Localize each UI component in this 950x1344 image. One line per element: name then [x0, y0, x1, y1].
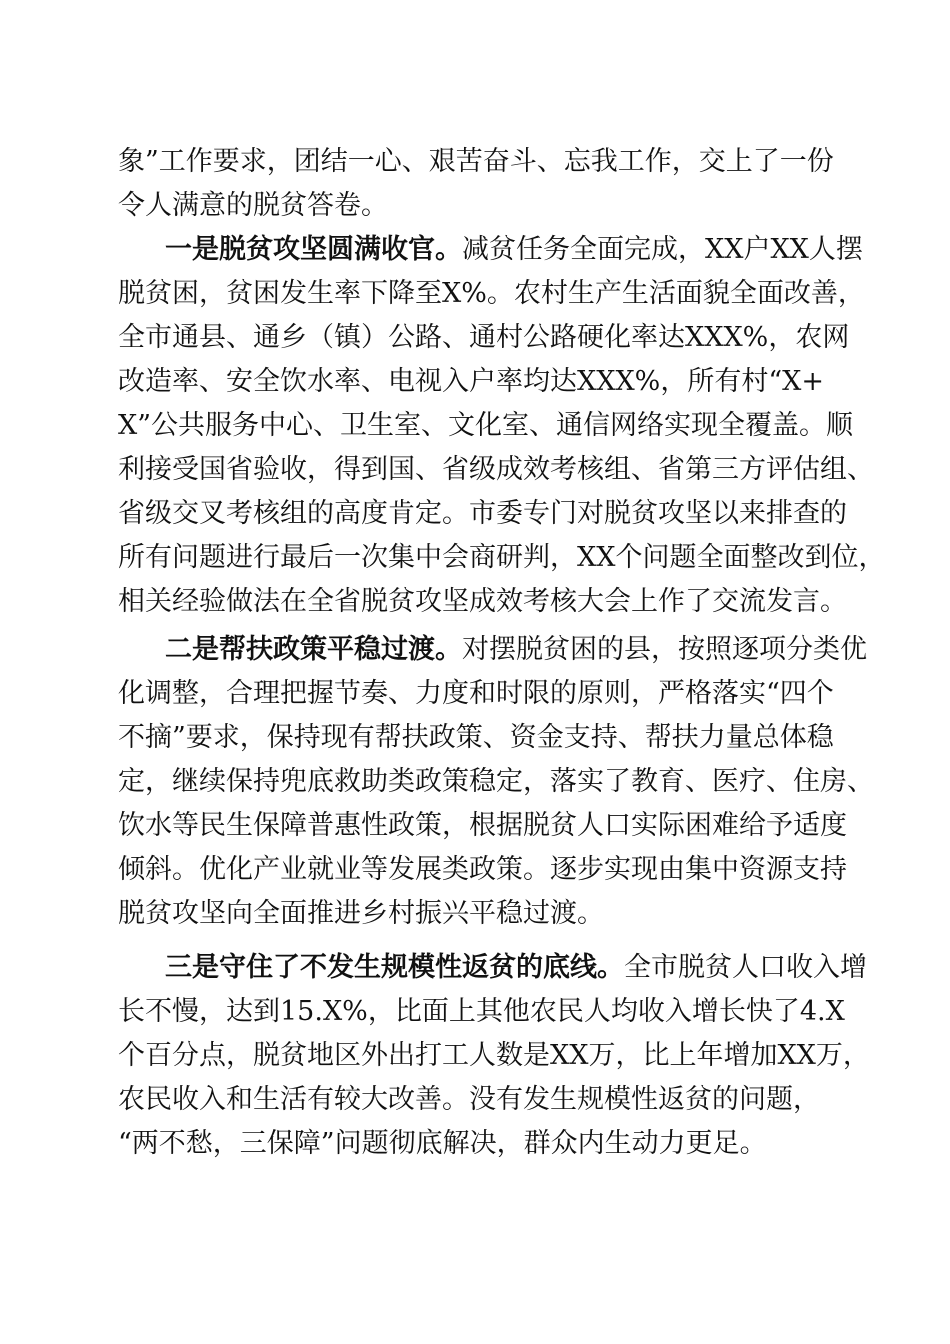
- section2-line: 不摘”要求，保持现有帮扶政策、资金支持、帮扶力量总体稳: [118, 722, 834, 753]
- section3-line: 农民收入和生活有较大改善。没有发生规模性返贫的问题，: [118, 1084, 820, 1115]
- intro-line: 令人满意的脱贫答卷。: [118, 190, 388, 221]
- section3-line: 长不慢，达到15.X%，比面上其他农民人均收入增长快了4.X: [118, 996, 845, 1027]
- section3-text: 全市脱贫人口收入增: [624, 952, 867, 983]
- section3-line: 个百分点，脱贫地区外出打工人数是XX万，比上年增加XX万，: [118, 1040, 870, 1071]
- section2-line: 饮水等民生保障普惠性政策，根据脱贫人口实际困难给予适度: [118, 810, 847, 841]
- section1-heading: 一是脱贫攻坚圆满收官。: [165, 234, 462, 265]
- section3-paragraph-first-line: [165, 946, 867, 990]
- section1-line: 全市通县、通乡（镇）公路、通村公路硬化率达XXX%，农网: [118, 322, 850, 353]
- section1-line: 省级交叉考核组的高度肯定。市委专门对脱贫攻坚以来排查的: [118, 498, 847, 529]
- section1-line: 利接受国省验收，得到国、省级成效考核组、省第三方评估组、: [118, 454, 874, 485]
- section3-heading: 三是守住了不发生规模性返贫的底线。: [165, 952, 624, 983]
- section3-line: “两不愁，三保障”问题彻底解决，群众内生动力更足。: [118, 1128, 767, 1159]
- section1-text: 减贫任务全面完成，XX户XX人摆: [462, 234, 863, 265]
- section1-paragraph-first-line: [165, 228, 863, 272]
- section1-line: X”公共服务中心、卫生室、文化室、通信网络实现全覆盖。顺: [118, 410, 854, 441]
- section2-line: 定，继续保持兜底救助类政策稳定，落实了教育、医疗、住房、: [118, 766, 874, 797]
- section1-line: 改造率、安全饮水率、电视入户率均达XXX%，所有村“X+: [118, 366, 824, 397]
- section1-line: 相关经验做法在全省脱贫攻坚成效考核大会上作了交流发言。: [118, 586, 847, 617]
- section1-line: 所有问题进行最后一次集中会商研判，XX个问题全面整改到位，: [118, 542, 886, 573]
- intro-line: 象”工作要求，团结一心、艰苦奋斗、忘我工作，交上了一份: [118, 146, 834, 177]
- section2-line: 倾斜。优化产业就业等发展类政策。逐步实现由集中资源支持: [118, 854, 847, 885]
- section2-heading: 二是帮扶政策平稳过渡。: [165, 634, 462, 665]
- section2-text: 对摆脱贫困的县，按照逐项分类优: [462, 634, 867, 665]
- section2-paragraph-first-line: [165, 628, 867, 672]
- section2-line: 脱贫攻坚向全面推进乡村振兴平稳过渡。: [118, 898, 604, 929]
- section2-line: 化调整，合理把握节奏、力度和时限的原则，严格落实“四个: [118, 678, 834, 709]
- section1-line: 脱贫困，贫困发生率下降至X%。农村生产生活面貌全面改善，: [118, 278, 865, 309]
